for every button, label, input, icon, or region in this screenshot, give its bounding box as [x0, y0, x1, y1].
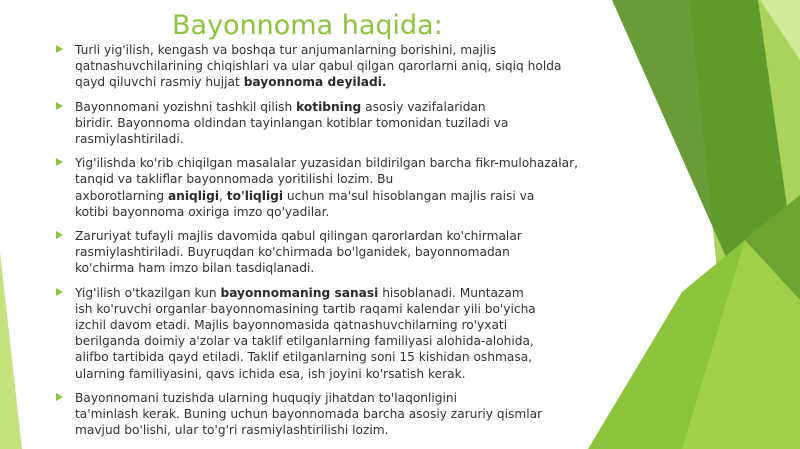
text-segment: rasmiylashtiriladi. Buyruqdan ko'chirmada bo'lganidek, bayonnomadan	[75, 245, 510, 260]
bullet-line	[75, 317, 601, 333]
bullet-line	[75, 171, 601, 187]
text-segment: asosiy vazifalaridan	[361, 99, 486, 114]
text-segment: biridir. Bayonnoma oldindan tayinlangan kotiblar tomonidan tuziladi va	[75, 115, 509, 130]
bullet-line	[75, 366, 601, 382]
text-segment: Zaruriyat tufayli majlis davomida qabul qilingan qarorlardan ko'chirmalar	[75, 229, 522, 244]
facet-left-light	[0, 252, 22, 449]
bullet-item	[56, 228, 601, 277]
text-segment: ularning familiyasini, qavs ichida esa, ish joyini ko'rsatish kerak.	[75, 366, 466, 381]
triangle-arrow-icon	[56, 393, 63, 401]
text-segment: hisoblanadi. Muntazam	[378, 285, 524, 300]
bullet-line	[75, 58, 601, 74]
bullet-item	[56, 155, 601, 220]
text-segment: berilganda doimiy a'zolar va taklif etilganlarning familiyasi alohida-alohida,	[75, 334, 534, 349]
triangle-arrow-icon	[56, 288, 63, 296]
bullet-line	[75, 422, 601, 438]
text-segment: ta'minlash kerak. Buning uchun bayonnomada barcha asosiy zaruriy qismlar	[75, 407, 543, 422]
bullet-line	[75, 333, 601, 349]
text-segment: qatnashuvchilarining chiqishlari va ular qabul qilgan qarorlarni aniq, siqiq holda	[75, 59, 562, 74]
bullet-line	[75, 99, 601, 115]
bold-term: to'liqligi	[226, 188, 284, 203]
text-segment: ko'chirma ham imzo bilan tasdiqlanadi.	[75, 261, 315, 276]
bullet-line	[75, 390, 601, 406]
bullet-item	[56, 390, 601, 439]
bullet-line	[75, 406, 601, 422]
bullet-line	[75, 155, 601, 171]
text-segment: alifbo tartibida qayd etiladi. Taklif etilganlarning soni 15 kishidan oshmasa,	[75, 350, 533, 365]
bold-term: bayonnoma deyiladi.	[243, 75, 387, 90]
bullet-line	[75, 301, 601, 317]
text-segment: ish ko'ruvchi organlar bayonnomasining tartib raqami kalendar yili bo'yicha	[75, 301, 536, 316]
text-segment: Bayonnomani yozishni tashkil qilish	[75, 99, 297, 114]
triangle-arrow-icon	[56, 45, 63, 53]
triangle-arrow-icon	[56, 102, 63, 110]
bullet-line	[75, 260, 601, 276]
bullet-line	[75, 204, 601, 220]
text-segment: tanqid va takliflar bayonnomada yoritilishi lozim. Bu	[75, 172, 394, 187]
bullet-line	[75, 228, 601, 244]
text-segment: ,	[219, 188, 227, 203]
bullet-line	[75, 188, 601, 204]
bold-term: kotibning	[296, 99, 362, 114]
bullet-line	[75, 349, 601, 365]
bullet-line	[75, 244, 601, 260]
bullet-item	[56, 285, 601, 382]
bullet-line	[75, 131, 601, 147]
text-segment: mavjud bo'lishi, ular to'g'ri rasmiylashtirilishi lozim.	[75, 423, 389, 438]
bullet-item	[56, 42, 601, 91]
bold-term: bayonnomaning sanasi	[220, 285, 379, 300]
bullet-line	[75, 74, 601, 90]
text-segment: kotibi bayonnoma oxiriga imzo qo'yadilar.	[75, 204, 330, 219]
text-segment: Turli yig'ilish, kengash va boshqa tur anjumanlarning borishini, majlis	[75, 43, 497, 57]
text-segment: izchil davom etadi. Majlis bayonnomasida qatnashuvchilarning ro'yxati	[75, 318, 508, 333]
text-segment: Yig'ilish o'tkazilgan kun	[75, 285, 221, 300]
text-segment: qayd qiluvchi rasmiy hujjat	[75, 75, 244, 90]
text-segment: Bayonnomani tuzishda ularning huquqiy jihatdan to'laqonligini	[75, 390, 458, 405]
text-segment: rasmiylashtiriladi.	[75, 132, 184, 147]
bullet-list	[56, 42, 601, 446]
triangle-arrow-icon	[56, 231, 63, 239]
bullet-item	[56, 99, 601, 148]
slide-title: Bayonnoma haqida:	[172, 10, 443, 41]
text-segment: uchun ma'sul hisoblangan majlis raisi va	[283, 188, 535, 203]
bullet-line	[75, 42, 601, 58]
bold-term: aniqligi	[167, 188, 220, 203]
text-segment: Yig'ilishda ko'rib chiqilgan masalalar yuzasidan bildirilgan barcha fikr-mulohazalar,	[75, 156, 578, 171]
text-segment: axborotlarning	[75, 188, 168, 203]
bullet-line	[75, 115, 601, 131]
bullet-line	[75, 285, 601, 301]
triangle-arrow-icon	[56, 158, 63, 166]
